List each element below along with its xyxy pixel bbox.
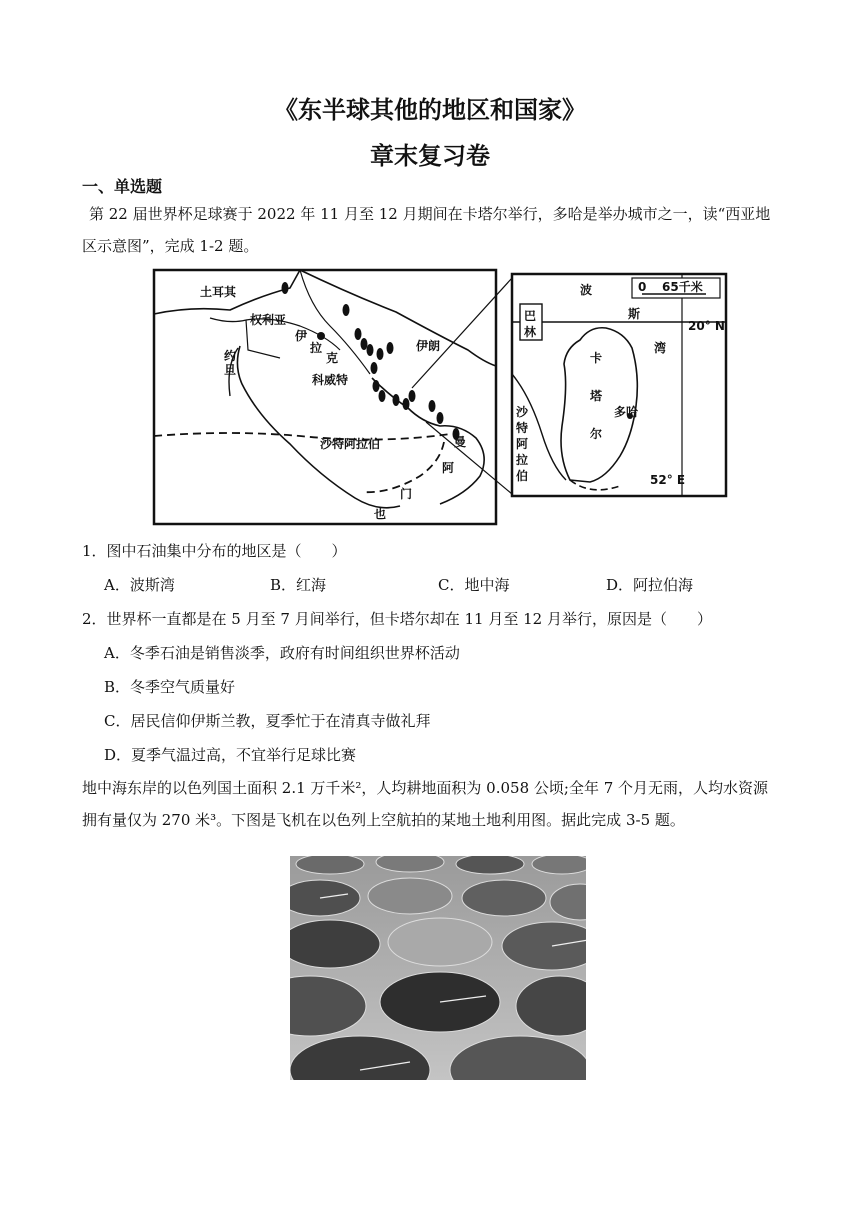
map-label-jordan-2: 旦: [224, 363, 237, 377]
inset-label-er: 尔: [590, 427, 603, 441]
inset-label-si: 斯: [628, 307, 641, 321]
aerial-irrigation-photo: [290, 856, 586, 1080]
inset-label-latitude: 20° N: [688, 319, 725, 333]
west-asia-map: [150, 266, 730, 528]
map-label-saudi-arabia: 沙特阿拉伯: [320, 437, 381, 451]
intro-paragraph-2: 地中海东岸的以色列国土面积 2.1 万千米²，人均耕地面积为 0.058 公顷;全年 7 个月无雨，人均水资源拥有量仅为 270 米³。下图是飞机在以色列上空航拍的某地土地利用图。据此完成 3-5 题。: [82, 779, 769, 829]
map-label-iraq-1: 伊: [295, 329, 308, 343]
q2-option-b: B．冬季空气质量好: [104, 678, 236, 696]
inset-label-saudi-4: 拉: [516, 453, 529, 467]
inset-label-doha: 多哈: [614, 405, 639, 419]
map-label-yemen-men: 门: [400, 487, 413, 501]
q1-option-d: D．阿拉伯海: [606, 576, 694, 594]
document-subtitle: 章末复习卷: [370, 142, 490, 170]
map-label-oman: 曼: [454, 435, 467, 449]
map-label-iraq-3: 克: [326, 351, 339, 365]
map-label-iraq-2: 拉: [310, 341, 323, 355]
inset-label-bo: 波: [580, 283, 593, 297]
inset-label-saudi-1: 沙: [516, 405, 529, 419]
map-label-turkey: 土耳其: [200, 285, 237, 299]
map-label-jordan-1: 约: [224, 349, 237, 363]
inset-label-bahrain-2: 林: [524, 325, 537, 339]
scale-distance: 65千米: [662, 280, 703, 294]
question-1-stem: 1．图中石油集中分布的地区是（ ）: [82, 542, 347, 560]
q1-option-c: C．地中海: [438, 576, 510, 594]
section-heading: 一、单选题: [82, 177, 163, 196]
map-label-kuwait: 科威特: [312, 373, 349, 387]
document-title: 《东半球其他的地区和国家》: [274, 96, 586, 124]
q2-option-c: C．居民信仰伊斯兰教，夏季忙于在清真寺做礼拜: [104, 712, 431, 730]
inset-label-saudi-2: 特: [516, 421, 529, 435]
inset-label-longitude: 52° E: [650, 473, 686, 487]
inset-label-ta: 塔: [590, 389, 603, 403]
q1-option-b: B．红海: [270, 576, 327, 594]
inset-label-saudi-5: 伯: [516, 469, 529, 483]
inset-label-saudi-3: 阿: [516, 437, 529, 451]
question-2-stem: 2．世界杯一直都是在 5 月至 7 月间举行，但卡塔尔却在 11 月至 12 月举行，原因是（ ）: [82, 610, 712, 628]
map-label-syria: 权利亚: [250, 313, 287, 327]
inset-label-bahrain-1: 巴: [524, 309, 537, 323]
inset-label-wan: 湾: [654, 341, 667, 355]
map-label-yemen-ye: 也: [374, 507, 387, 521]
q2-option-d: D．夏季气温过高，不宜举行足球比赛: [104, 746, 357, 764]
scale-zero: 0: [638, 280, 647, 294]
q1-option-a: A．波斯湾: [104, 576, 175, 594]
map-label-yemen-a: 阿: [442, 461, 455, 475]
inset-label-ka: 卡: [590, 351, 603, 365]
q2-option-a: A．冬季石油是销售淡季，政府有时间组织世界杯活动: [104, 644, 460, 662]
map-label-iran: 伊朗: [416, 339, 441, 353]
intro-paragraph-1: 第 22 届世界杯足球赛于 2022 年 11 月至 12 月期间在卡塔尔举行，多哈是举办城市之一，读“西亚地区示意图”，完成 1-2 题。: [82, 205, 771, 255]
